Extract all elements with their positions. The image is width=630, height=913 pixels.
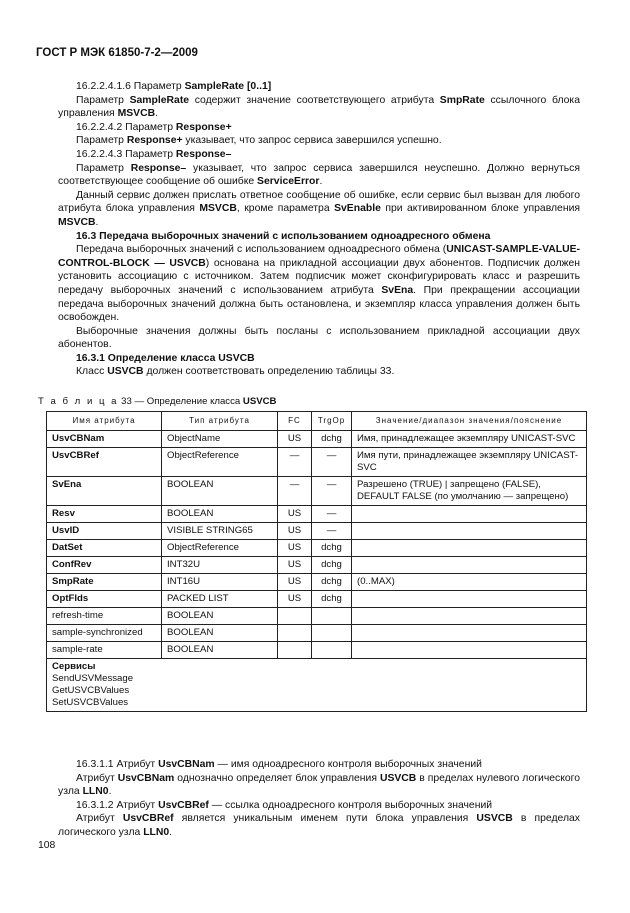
usvcb-table [46,411,587,712]
text-bold: SmpRate [439,94,485,106]
section-heading-16-3: 16.3 Передача выборочных значений с использованием одноадресного обмена [76,230,491,242]
service-item: SendUSVMessage [52,673,134,684]
text: указывает, что запрос сервиса завершился неуспешно. Должно вернуться соответствующее сообщение об ошибке [58,162,580,188]
text-bold: ServiceError [257,176,320,188]
fc-cell: — [278,477,312,506]
trgop-cell: — [312,477,352,506]
text: ссылочного блока управления [58,94,580,120]
fc-cell: US [278,523,312,540]
text: Класс [76,366,108,378]
attr-name-cell: UsvID [47,523,162,540]
table-row [47,448,587,477]
attr-type-cell: INT32U [162,557,278,574]
text-bold: SampleRate [129,94,190,106]
header-cell: Имя атрибута [47,412,162,431]
para-association: Выборочные значения должны быть посланы с использованием прикладной ассоциации двух абонентов. [58,325,580,351]
text: содержит значение соответствующего атрибута [189,94,440,106]
attr-type-cell: PACKED LIST [162,591,278,608]
description-cell [352,557,587,574]
fc-cell: US [278,591,312,608]
text-bold: UsvCBNam [117,772,175,784]
para-response-plus-desc [58,134,580,148]
fc-cell [278,642,312,659]
body-text-bottom [58,758,580,840]
attr-name-cell: SvEna [47,477,162,506]
text-bold: SvEnable [334,203,381,215]
attr-name-cell: UsvCBRef [47,448,162,477]
attr-type-cell: BOOLEAN [162,608,278,625]
text-bold: UsvCBNam [158,759,215,770]
table-row [47,477,587,506]
header-cell: TrgOp [312,412,352,431]
text-bold: MSVCB [58,216,96,228]
para-samplerate-heading [58,80,580,94]
text: Атрибут [76,772,118,784]
description-cell: Имя, принадлежащее экземпляру UNICAST-SVC [352,431,587,448]
table-row [47,557,587,574]
table-row [47,642,587,659]
table-row [47,523,587,540]
text: , кроме параметра [236,203,335,215]
services-cell [47,659,587,712]
service-item: GetUSVCBValues [52,685,130,696]
services-title: Сервисы [52,661,96,672]
fc-cell: US [278,506,312,523]
trgop-cell: — [312,448,352,477]
text: является уникальным именем пути блока управления [173,813,477,825]
attr-type-cell: ObjectReference [162,448,278,477]
table-header-row [47,412,587,431]
para-samplerate-desc: Параметр SampleRate содержит значение соответствующего атрибута SmpRate ссылочного блока управления MSVCB. [58,94,580,120]
attr-name-cell: UsvCBNam [47,431,162,448]
para-response-plus-heading [58,121,580,135]
text: в пределах нулевого логического узла [58,772,581,798]
page-number: 108 [38,840,56,851]
text-bold: USVCB [476,813,513,825]
caption-prefix: Т а б л и ц а [38,396,119,407]
text: Параметр [76,135,127,147]
text: — ссылка одноадресного контроля выборочных значений [208,799,493,811]
text-bold: Response– [130,162,187,174]
table-row [47,540,587,557]
text: ) основана на прикладной ассоциации двух абонентов. Подписчик должен установить ассоциацию с источником. Затем подписчик может сконфигурировать класс и разрешить передачу выборочных значений с использованием атрибута [58,257,580,296]
text: указывает, что запрос сервиса завершился успешно. [182,135,442,147]
fc-cell: US [278,557,312,574]
trgop-cell [312,608,352,625]
para-unicast-desc [58,243,580,325]
para-usvcbref-heading [58,799,580,813]
attr-name-cell: refresh-time [47,608,162,625]
trgop-cell: dchg [312,431,352,448]
text-bold: Response+ [126,135,183,147]
text: Параметр [76,94,130,106]
text-bold: USVCB [379,772,417,784]
body-text-top [58,80,580,379]
caption-text: 33 — Определение класса [118,396,243,407]
description-cell [352,540,587,557]
para-error-desc: Данный сервис должен прислать ответное сообщение об ошибке, если сервис был вызван для любого атрибута блока управления MSVCB, кроме параметра SvEnable при активированном блоке управления MSVCB. [58,189,581,228]
attr-name-cell: sample-rate [47,642,162,659]
table-caption [38,396,277,407]
text-bold: MSVCB [199,203,237,215]
text-bold: SvEna [381,284,414,296]
description-cell: (0..MAX) [352,574,587,591]
text-bold: UNICAST-SAMPLE-VALUE-CONTROL-BLOCK — USVCB [58,244,580,269]
caption-name: USVCB [242,396,277,407]
services-row [47,659,587,712]
section-heading-16-3-1: 16.3.1 Определение класса USVCB [76,352,255,364]
description-cell [352,625,587,642]
table-row [47,608,587,625]
table-row [47,574,587,591]
table-row [47,591,587,608]
trgop-cell: dchg [312,557,352,574]
fc-cell [278,608,312,625]
text: . При прекращении ассоциации передача выборочных значений должна быть остановлена, и экземпляр класса управления должен быть освобожден. [58,284,580,324]
para-usvcbnam-heading [58,758,580,772]
table-row [47,625,587,642]
text: 16.2.2.4.1.6 Параметр [76,81,185,92]
fc-cell: US [278,574,312,591]
attr-type-cell: VISIBLE STRING65 [162,523,278,540]
text: в пределах логического узла [58,813,580,838]
description-cell [352,642,587,659]
text-bold: MSVCB [117,108,156,120]
description-cell: Имя пути, принадлежащее экземпляру UNICAST-SVC [352,448,587,477]
service-item: SetUSVCBValues [52,697,129,708]
attr-type-cell: ObjectName [162,431,278,448]
attr-name-cell: DatSet [47,540,162,557]
description-cell [352,608,587,625]
attr-name-cell: SmpRate [47,574,162,591]
trgop-cell: dchg [312,540,352,557]
text: однозначно определяет блок управления [174,772,380,784]
table-row [47,431,587,448]
description-cell [352,523,587,540]
trgop-cell: — [312,506,352,523]
attr-name-cell: OptFlds [47,591,162,608]
text-bold: UsvCBRef [158,799,209,811]
text: Параметр [76,162,131,174]
para-response-minus-heading [58,148,580,162]
fc-cell [278,625,312,642]
trgop-cell [312,625,352,642]
fc-cell: US [278,431,312,448]
trgop-cell: dchg [312,591,352,608]
text: — имя одноадресного контроля выборочных значений [214,759,482,770]
text: 16.3.1.1 Атрибут [76,759,159,770]
description-cell: Разрешено (TRUE) | запрещено (FALSE), DEFAULT FALSE (по умолчанию — запрещено) [352,477,587,506]
attr-type-cell: BOOLEAN [162,506,278,523]
header-cell: Тип атрибута [162,412,278,431]
trgop-cell [312,642,352,659]
text-bold: SampleRate [0..1] [184,81,272,92]
trgop-cell: — [312,523,352,540]
attr-type-cell: BOOLEAN [162,642,278,659]
text-bold: UsvCBRef [122,813,174,825]
text: Передача выборочных значений с использованием одноадресного обмена ( [76,244,447,256]
text: должен соответствовать определению таблицы 33. [143,366,395,378]
text: 16.3.1.2 Атрибут [76,799,159,811]
header-cell: Значение/диапазон значения/пояснение [352,412,587,431]
text-bold: USVCB [107,366,144,378]
text: Атрибут [76,813,123,825]
attr-name-cell: ConfRev [47,557,162,574]
fc-cell: US [278,540,312,557]
text: 16.2.2.4.3 Параметр [76,148,176,160]
para-response-minus-desc: Параметр Response– указывает, что запрос сервиса завершился неуспешно. Должно вернуться соответствующее сообщение об ошибке ServiceError. [58,162,580,188]
para-class-def [58,365,580,379]
attr-type-cell: INT16U [162,574,278,591]
table-row [47,506,587,523]
trgop-cell: dchg [312,574,352,591]
fc-cell: — [278,448,312,477]
text-bold: Response– [175,148,232,160]
document-header: ГОСТ Р МЭК 61850-7-2—2009 [36,47,198,59]
text: при активированном блоке управления [380,203,581,215]
attr-type-cell: BOOLEAN [162,625,278,642]
attr-type-cell: ObjectReference [162,540,278,557]
para-usvcbref-desc: Атрибут UsvCBRef является уникальным именем пути блока управления USVCB в пределах логического узла LLN0. [58,813,580,838]
description-cell [352,591,587,608]
text-bold: Response+ [175,121,232,133]
description-cell [352,506,587,523]
text-bold: LLN0 [82,786,109,798]
attr-type-cell: BOOLEAN [162,477,278,506]
text: Данный сервис должен прислать ответное сообщение об ошибке, если сервис был вызван для любого атрибута блока управления [58,189,580,215]
attr-name-cell: sample-synchronized [47,625,162,642]
text-bold: LLN0 [143,826,170,838]
para-usvcbnam-desc: Атрибут UsvCBNam однозначно определяет блок управления USVCB в пределах нулевого логического узла LLN0. [58,772,581,798]
attr-name-cell: Resv [47,506,162,523]
header-cell: FC [278,412,312,431]
text: 16.2.2.4.2 Параметр [76,121,176,133]
